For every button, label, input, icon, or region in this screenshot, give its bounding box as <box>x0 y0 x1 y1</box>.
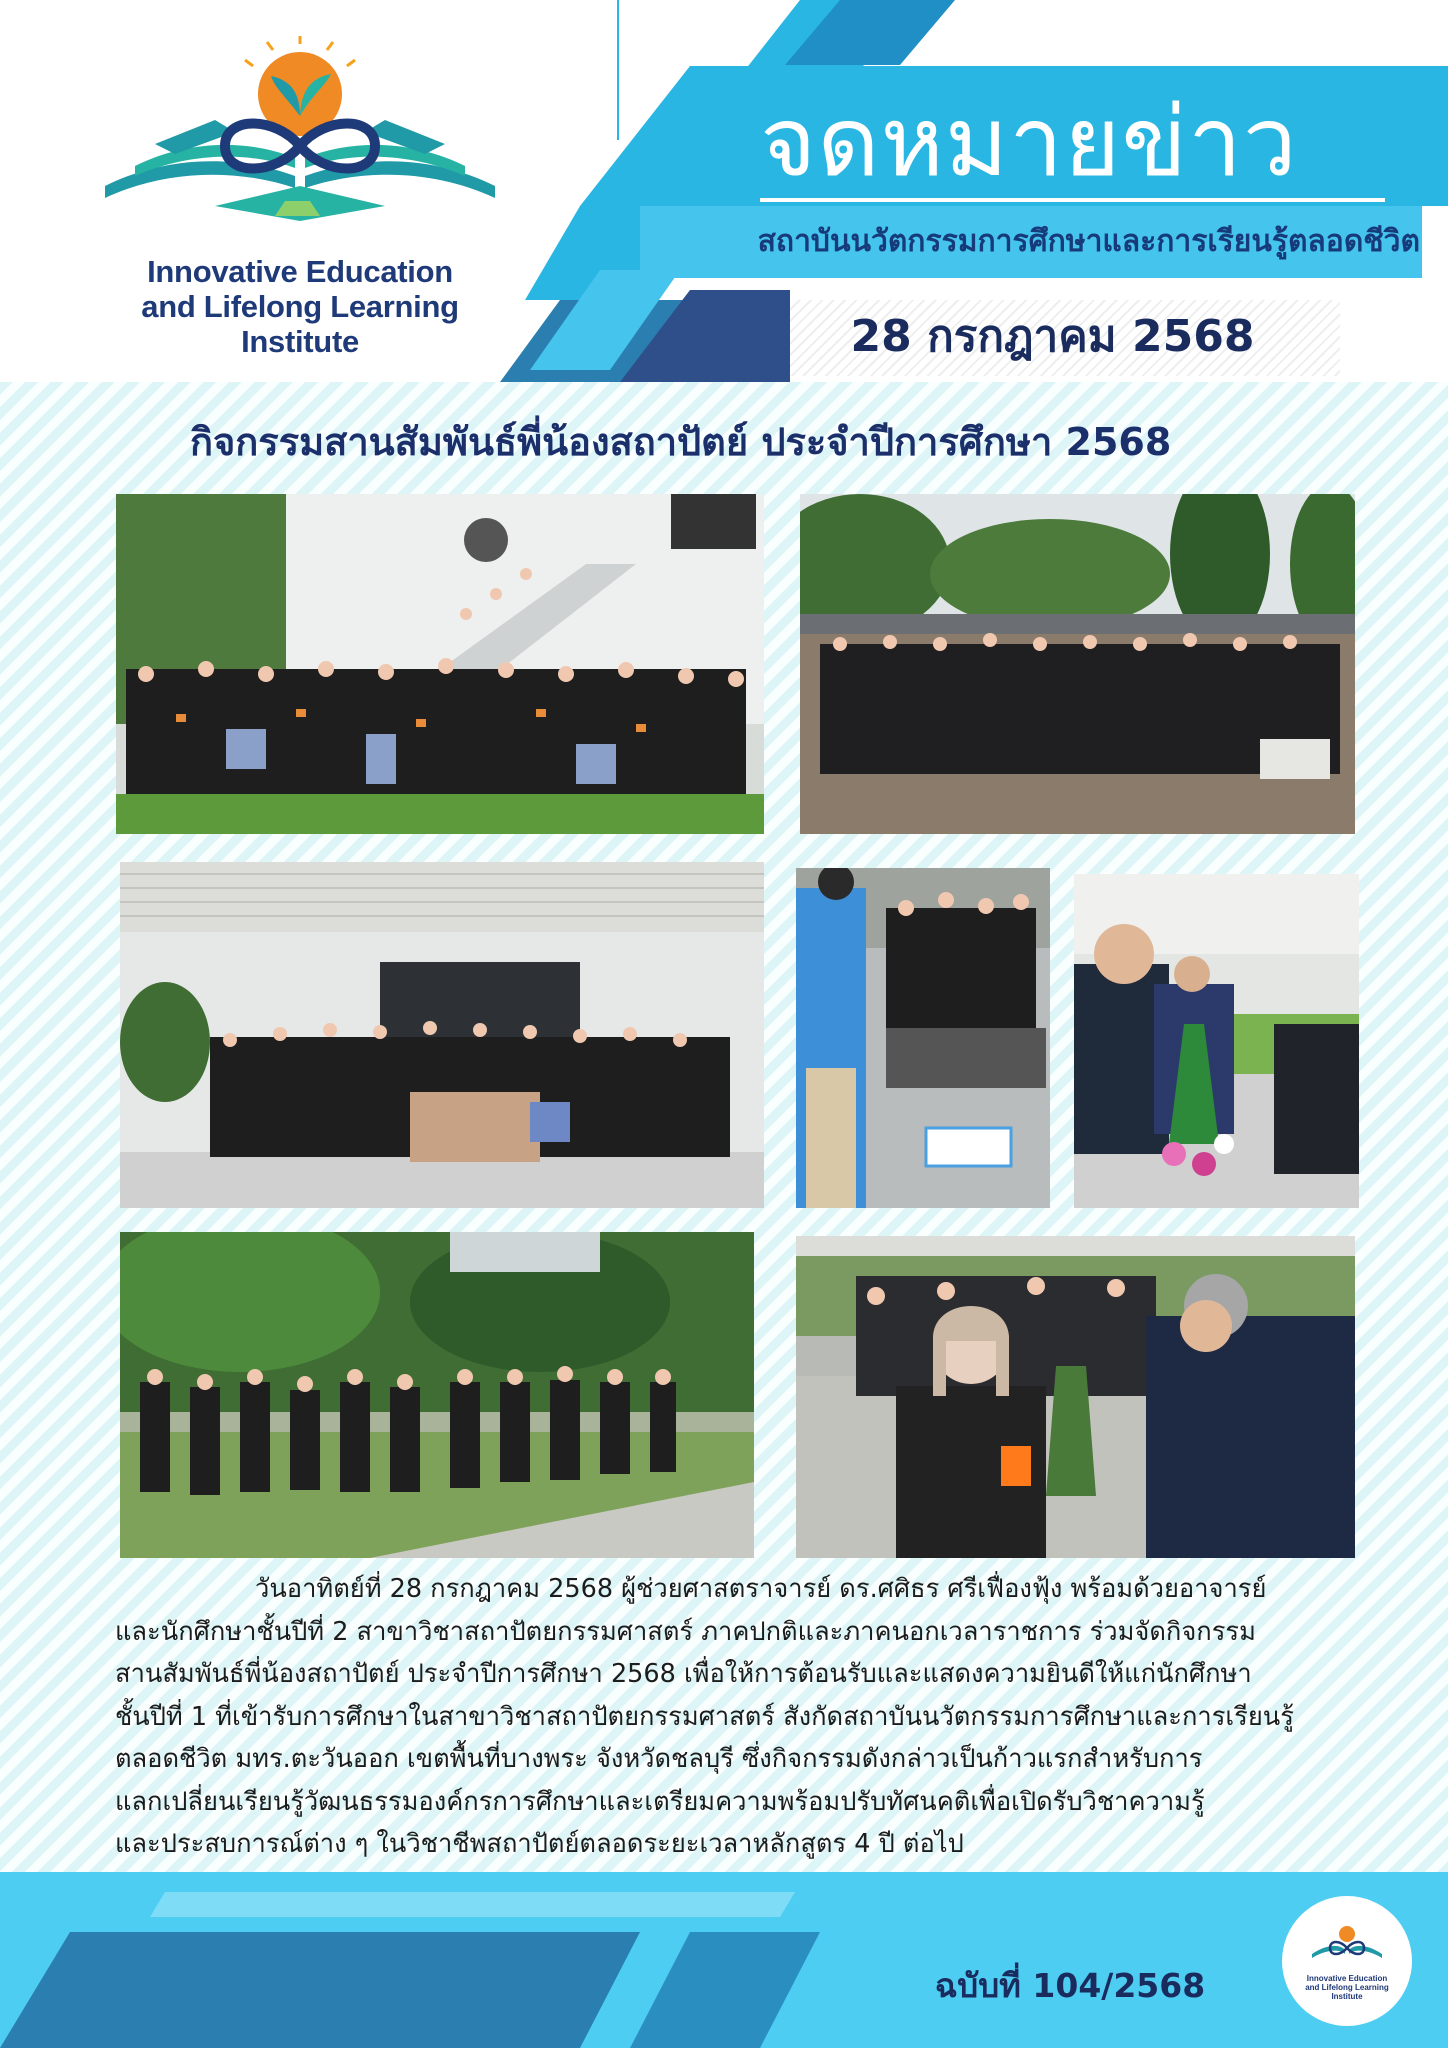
institute-logo <box>95 36 505 366</box>
logo-emblem-icon <box>95 36 505 251</box>
article-line: และนักศึกษาชั้นปีที่ 2 สาขาวิชาสถาปัตยกรรมศาสตร์ ภาคปกติและภาคนอกเวลาราชการ ร่วมจัดกิจกรรม <box>115 1616 1256 1647</box>
newsletter-footer <box>0 1872 1448 2048</box>
badge-line: and Lifelong Learning <box>1305 1983 1389 1992</box>
article-line: สานสัมพันธ์พี่น้องสถาปัตย์ ประจำปีการศึกษา 2568 เพื่อให้การต้อนรับและแสดงความยินดีให้แก่นักศึกษา <box>115 1659 1252 1689</box>
logo-text <box>95 254 505 359</box>
photo-group-building <box>120 862 764 1208</box>
title-underline <box>760 198 1385 202</box>
photo-image <box>120 862 764 1208</box>
article-line: ตลอดชีวิต มทร.ตะวันออก เขตพื้นที่บางพระ จังหวัดชลบุรี ซึ่งกิจกรรมดังกล่าวเป็นก้าวแรกสำหรับการ <box>115 1744 1203 1774</box>
logo-line: and Lifelong Learning <box>141 289 459 324</box>
institute-name: สถาบันนวัตกรรมการศึกษาและการเรียนรู้ตลอดชีวิต <box>757 224 1420 259</box>
photo-ceremony-elders <box>1074 874 1359 1208</box>
article-line: และประสบการณ์ต่าง ๆ ในวิชาชีพสถาปัตย์ตลอดระยะเวลาหลักสูตร 4 ปี ต่อไป <box>115 1829 964 1859</box>
issue-date: 28 กรกฎาคม 2568 <box>850 311 1255 362</box>
issue-number: ฉบับที่ 104/2568 <box>934 1966 1206 2005</box>
badge-line: Institute <box>1331 1992 1363 2001</box>
header-divider <box>617 0 619 140</box>
article-line: วันอาทิตย์ที่ 28 กรกฎาคม 2568 ผู้ช่วยศาสตราจารย์ ดร.ศศิธร ศรีเฟื่องฟุ้ง พร้อมด้วยอาจารย์ <box>255 1574 1267 1604</box>
photo-image <box>1074 874 1359 1208</box>
photo-walking-line-trees <box>120 1232 754 1558</box>
newsletter-title: จดหมายข่าว <box>760 86 1298 198</box>
logo-line: Innovative Education <box>147 254 453 289</box>
footer-badge <box>1282 1896 1412 2026</box>
article-title: กิจกรรมสานสัมพันธ์พี่น้องสถาปัตย์ ประจำปีการศึกษา 2568 <box>190 420 1172 464</box>
photo-image <box>116 494 764 834</box>
newsletter-header <box>0 0 1448 382</box>
photo-group-stairs <box>116 494 764 834</box>
photo-lines-courtyard <box>800 494 1355 834</box>
photo-image <box>796 1236 1355 1558</box>
photo-image <box>800 494 1355 834</box>
article-line: ชั้นปีที่ 1 ที่เข้ารับการศึกษาในสาขาวิชาสถาปัตยกรรมศาสตร์ สังกัดสถาบันนวัตกรรมการศึกษาและการเรียนรู้ <box>115 1701 1294 1732</box>
badge-text <box>1282 1974 1412 2001</box>
photo-sitting-floor <box>796 868 1050 1208</box>
photo-wrist-tying <box>796 1236 1355 1558</box>
badge-logo-icon <box>1282 1896 1412 2026</box>
footer-decoration <box>0 1872 1448 2048</box>
article-line: แลกเปลี่ยนเรียนรู้วัฒนธรรมองค์กรการศึกษาและเตรียมความพร้อมปรับทัศนคติเพื่อเปิดรับวิชาความรู้ <box>115 1786 1205 1817</box>
logo-line: Institute <box>241 324 359 359</box>
badge-line: Innovative Education <box>1306 1974 1388 1983</box>
article-body <box>115 1568 1335 1866</box>
photo-image <box>796 868 1050 1208</box>
photo-image <box>120 1232 754 1558</box>
